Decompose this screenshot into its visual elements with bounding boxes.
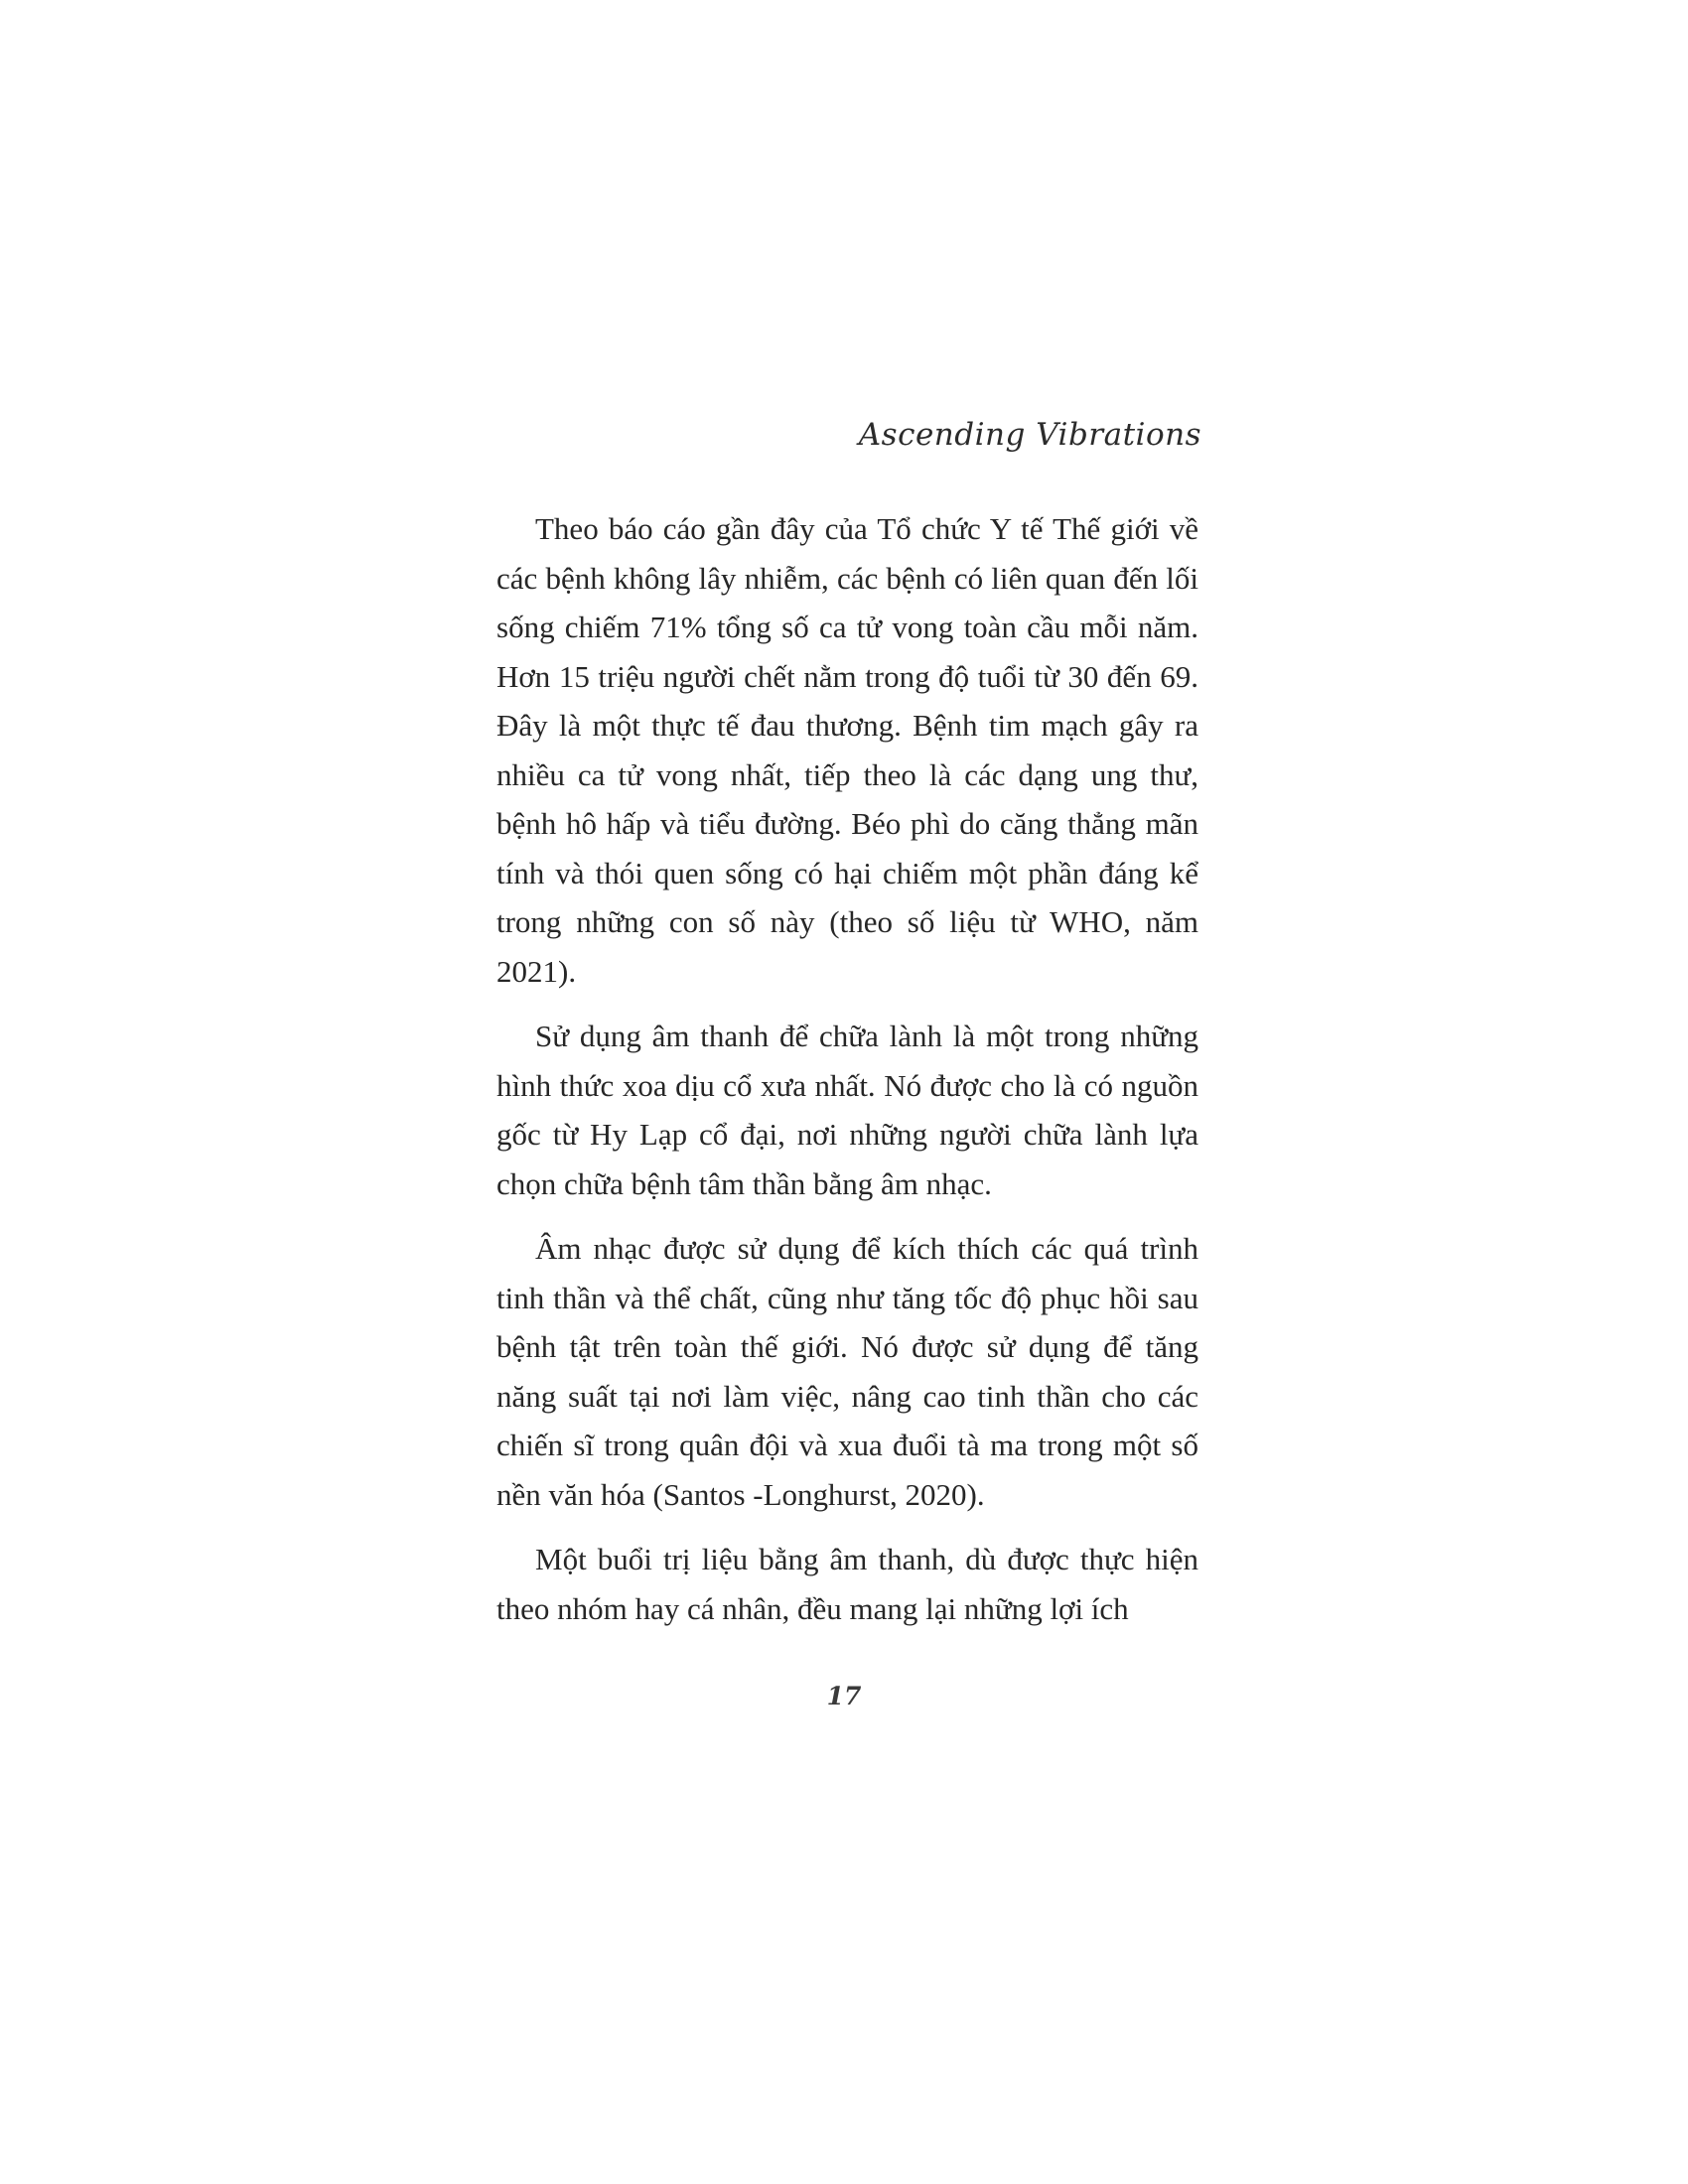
paragraph: Âm nhạc được sử dụng để kích thích các quá trình tinh thần và thể chất, cũng như tăng tốc độ phục hồi sau bệnh tật trên toàn thế giới. Nó được sử dụng để tăng năng suất tại nơi làm việc, nâng cao tinh thần cho các chiến sĩ trong quân đội và xua đuổi tà ma trong một số nền văn hóa (Santos -Longhurst, 2020).	[496, 1231, 1198, 1512]
body-text	[496, 504, 1198, 1649]
running-header: Ascending Vibrations	[858, 417, 1201, 453]
paragraph: Theo báo cáo gần đây của Tổ chức Y tế Thế giới về các bệnh không lây nhiễm, các bệnh có liên quan đến lối sống chiếm 71% tổng số ca tử vong toàn cầu mỗi năm. Hơn 15 triệu người chết nằm trong độ tuổi từ 30 đến 69. Đây là một thực tế đau thương. Bệnh tim mạch gây ra nhiều ca tử vong nhất, tiếp theo là các dạng ung thư, bệnh hô hấp và tiểu đường. Béo phì do căng thẳng mãn tính và thói quen sống có hại chiếm một phần đáng kể trong những con số này (theo số liệu từ WHO, năm 2021).	[496, 511, 1198, 989]
page-number: 17	[826, 1682, 862, 1710]
paragraph: Sử dụng âm thanh để chữa lành là một trong những hình thức xoa dịu cổ xưa nhất. Nó được cho là có nguồn gốc từ Hy Lạp cổ đại, nơi những người chữa lành lựa chọn chữa bệnh tâm thần bằng âm nhạc.	[496, 1019, 1198, 1201]
paragraph: Một buổi trị liệu bằng âm thanh, dù được thực hiện theo nhóm hay cá nhân, đều mang lại những lợi ích	[496, 1542, 1198, 1626]
